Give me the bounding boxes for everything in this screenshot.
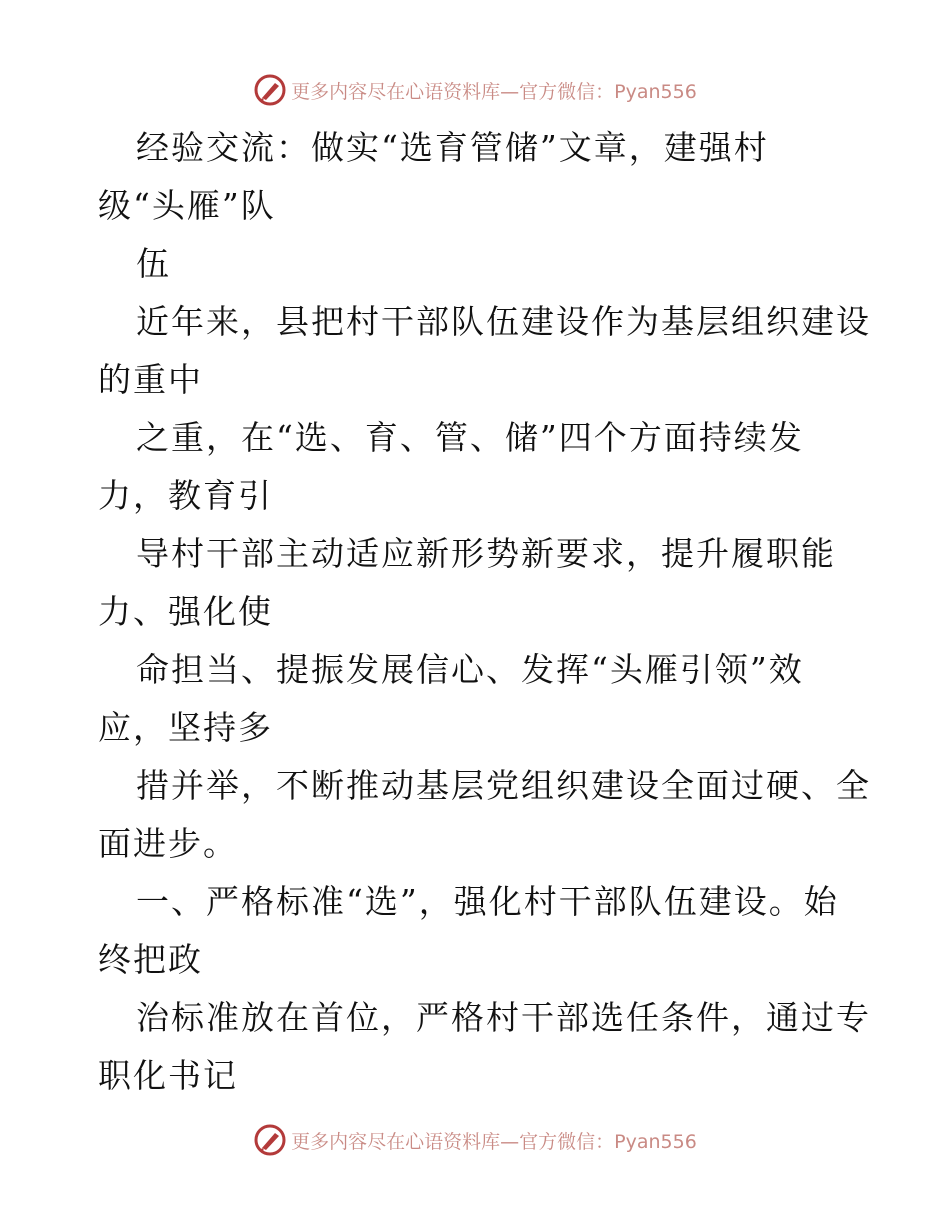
text-line: 措并举，不断推动基层党组织建设全面过硬、全 <box>136 766 871 805</box>
text-line: 终把政 <box>98 940 203 979</box>
text-line: 治标准放在首位，严格村干部选任条件，通过专 <box>136 998 871 1037</box>
text-line: 导村干部主动适应新形势新要求，提升履职能 <box>136 534 836 573</box>
text-line: 近年来，县把村干部队伍建设作为基层组织建设 <box>136 302 871 341</box>
text-line: 伍 <box>136 244 171 283</box>
text-line: 之重，在“选、育、管、储”四个方面持续发 <box>136 418 804 457</box>
header-watermark <box>0 70 950 110</box>
text-line: 力、强化使 <box>98 592 273 631</box>
watermark-text: 更多内容尽在心语资料库—官方微信：Pyan556 <box>291 80 697 103</box>
pen-logo-icon <box>253 73 287 107</box>
text-line: 经验交流：做实“选育管储”文章，建强村 <box>136 128 769 167</box>
text-line: 应，坚持多 <box>98 708 273 747</box>
text-line: 一、严格标准“选”，强化村干部队伍建设。始 <box>136 882 839 921</box>
text-line: 级“头雁”队 <box>98 186 276 225</box>
text-line: 力，教育引 <box>98 476 273 515</box>
watermark-text: 更多内容尽在心语资料库—官方微信：Pyan556 <box>291 1130 697 1153</box>
text-line: 面进步。 <box>98 824 238 863</box>
footer-watermark <box>0 1120 950 1160</box>
text-line: 的重中 <box>98 360 203 399</box>
pen-logo-icon <box>253 1123 287 1157</box>
text-line: 命担当、提振发展信心、发挥“头雁引领”效 <box>136 650 804 689</box>
text-line: 职化书记 <box>98 1056 238 1095</box>
